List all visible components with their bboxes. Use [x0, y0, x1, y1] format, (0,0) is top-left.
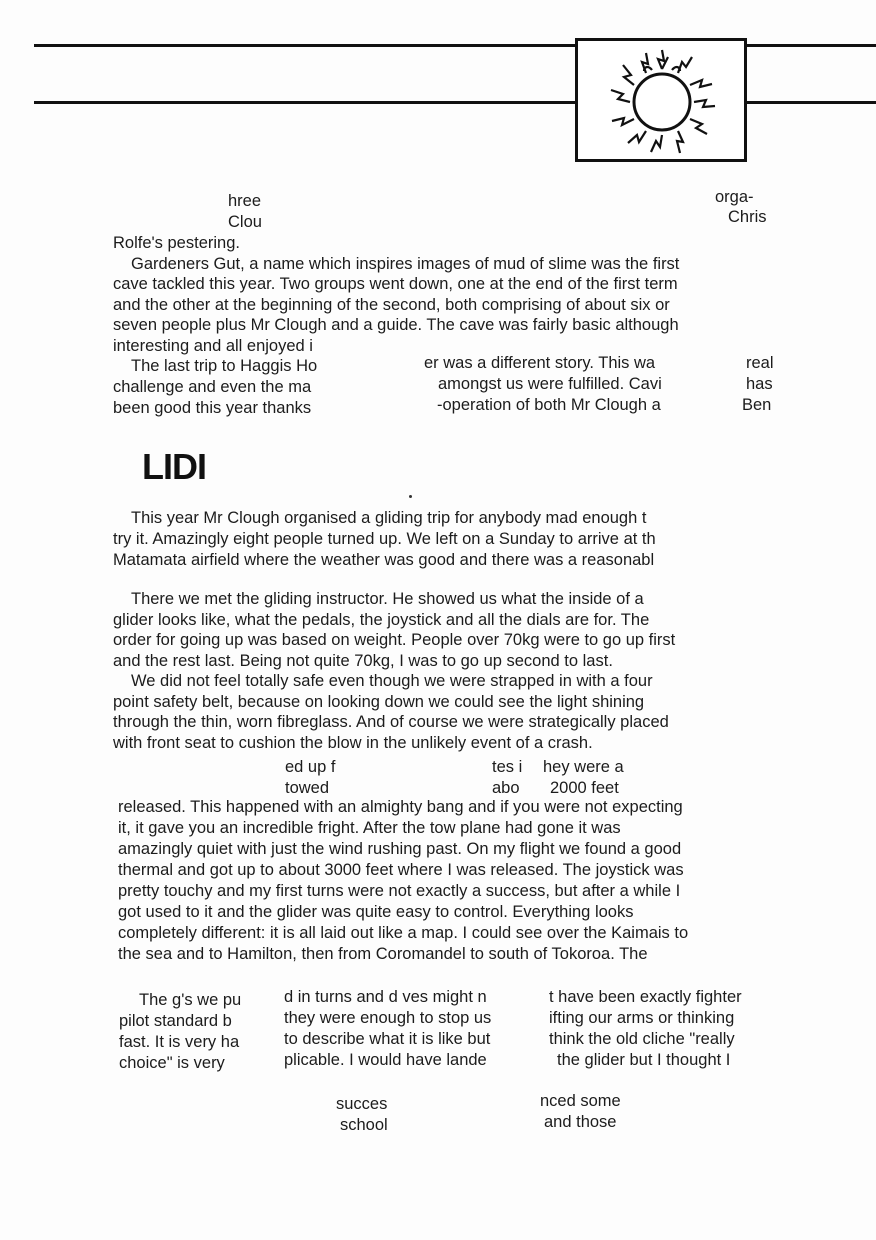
caving-paragraph [113, 233, 679, 356]
section-heading: LIDI [142, 446, 206, 487]
text-line: There we met the gliding instructor. He showed us what the inside of a [131, 590, 644, 608]
fragment-text: succes [336, 1095, 388, 1113]
text-line: try it. Amazingly eight people turned up. We left on a Sunday to arrive at th [113, 530, 656, 548]
text-line: The last trip to Haggis Ho [131, 357, 318, 375]
header-rule-bottom [34, 101, 876, 104]
text-line: pilot standard b [119, 1012, 232, 1030]
fragment-text: school [340, 1116, 388, 1134]
text-line: they were enough to stop us [284, 1009, 492, 1027]
text-line: Rolfe's pestering. [113, 234, 240, 252]
text-line: through the thin, worn fibreglass. And of course we were strategically placed [113, 713, 669, 731]
text-line: We did not feel totally safe even though we were strapped in with a four [131, 672, 653, 690]
text-line: to describe what it is like but [284, 1030, 491, 1048]
text-line: and the rest last. Being not quite 70kg, I was to go up second to last. [113, 651, 613, 670]
sun-emblem-box [575, 38, 747, 162]
fragment-text: orga- [715, 188, 754, 206]
flight-paragraph [118, 797, 688, 965]
text-line: thermal and got up to about 3000 feet where I was released. The joystick was [118, 861, 684, 879]
fragment-column-2 [284, 987, 491, 1071]
fragment-text: and those [544, 1113, 617, 1131]
text-line: glider looks like, what the pedals, the joystick and all the dials are for. The [113, 610, 650, 629]
text-line: completely different: it is all laid out like a map. I could see over the Kaimais to [118, 924, 689, 942]
text-line: challenge and even the ma [113, 378, 312, 396]
text-line: cave tackled this year. Two groups went down, one at the end of the first term [113, 275, 678, 293]
fragment-column-3 [549, 987, 742, 1050]
text-line: Matamata airfield where the weather was good and there was a reasonabl [113, 550, 655, 569]
caving-split-mid [438, 374, 662, 395]
fragment-text: Clou [228, 213, 262, 231]
fragment-text: nced some [540, 1092, 621, 1110]
fragment-column-1 [139, 990, 241, 1011]
sun-icon [606, 47, 718, 157]
caving-split-mid [424, 353, 655, 374]
caving-split-left [113, 377, 311, 418]
caving-split-mid [437, 395, 661, 416]
fragment-text: tes i [492, 758, 523, 776]
fragment-text: Ben [742, 396, 772, 414]
text-line: point safety belt, because on looking down we could see the light shining [113, 692, 645, 711]
text-line: think the old cliche "really [549, 1030, 735, 1048]
text-line: the sea and to Hamilton, then from Coromandel to south of Tokoroa. The [118, 945, 648, 963]
fragment-column-3 [557, 1050, 730, 1071]
gliding-body [113, 589, 675, 753]
text-line: been good this year thanks [113, 398, 312, 417]
fragment-text: has [746, 375, 773, 393]
fragment-text: real [746, 354, 774, 372]
gliding-intro [131, 508, 646, 529]
header-rule-top [34, 44, 876, 47]
text-line: The g's we pu [139, 991, 242, 1009]
fragment-column-1 [119, 1011, 239, 1074]
fragment-text: Chris [728, 208, 767, 226]
fragment-text: 2000 feet [550, 779, 619, 797]
fragment-text: hey were a [543, 758, 624, 776]
text-line: choice" is very [119, 1054, 225, 1072]
text-line: -operation of both Mr Clough a [437, 396, 661, 414]
text-line: it, it gave you an incredible fright. After the tow plane had gone it was [118, 819, 621, 837]
text-line: seven people plus Mr Clough and a guide. The cave was fairly basic although [113, 316, 679, 334]
text-line: ifting our arms or thinking [549, 1009, 735, 1027]
text-line: got used to it and the glider was quite easy to control. Everything looks [118, 903, 634, 921]
fragment-text: towed [285, 779, 330, 797]
text-line: order for going up was based on weight. People over 70kg were to go up first [113, 631, 676, 649]
text-line: interesting and all enjoyed i [113, 336, 313, 355]
text-line: the glider but I thought I [557, 1051, 731, 1069]
text-line: released. This happened with an almighty bang and if you were not expecting [118, 798, 683, 816]
text-line: pretty touchy and my first turns were not exactly a success, but after a while I [118, 882, 681, 900]
text-line: This year Mr Clough organised a gliding trip for anybody mad enough t [131, 509, 647, 527]
fragment-text: hree [228, 192, 262, 210]
ink-speck [409, 495, 412, 498]
fragment-text: abo [492, 779, 520, 797]
caving-split-left [131, 356, 317, 377]
text-line: d in turns and d ves might n [284, 988, 487, 1006]
fragment-text: ed up f [285, 758, 336, 776]
gliding-intro [113, 529, 656, 570]
text-line: and the other at the beginning of the second, both comprising of about six or [113, 295, 670, 314]
text-line: plicable. I would have lande [284, 1051, 487, 1069]
text-line: t have been exactly fighter [549, 988, 742, 1006]
text-line: Gardeners Gut, a name which inspires images of mud of slime was the first [131, 254, 680, 273]
text-line: amongst us were fulfilled. Cavi [438, 375, 662, 393]
text-line: er was a different story. This wa [424, 354, 656, 372]
text-line: with front seat to cushion the blow in the unlikely event of a crash. [113, 733, 593, 752]
text-line: fast. It is very ha [119, 1033, 240, 1051]
text-line: amazingly quiet with just the wind rushing past. On my flight we found a good [118, 840, 682, 858]
